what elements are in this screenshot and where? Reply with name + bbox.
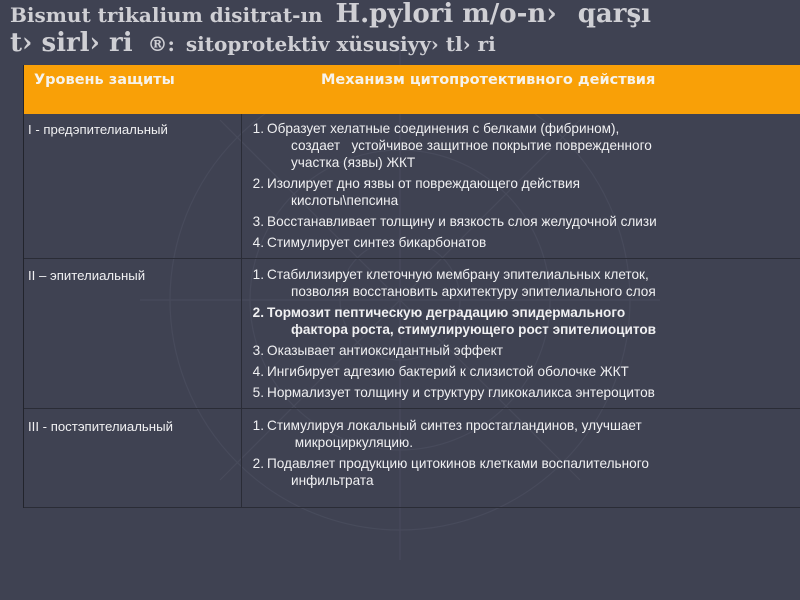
mechanism-list-item (245, 455, 800, 489)
table-body (24, 114, 800, 508)
item-text-line: участка (язвы) ЖКТ (291, 155, 416, 170)
item-text-line: создает устойчивое защитное покрытие поврежденного (291, 138, 652, 153)
mechanism-list-item (245, 304, 800, 338)
item-text-line: фактора роста, стимулирующего рост эпителиоцитов (291, 322, 657, 337)
item-text (267, 417, 800, 451)
title-text-part: Bismut trikalium disitrat-ın (10, 3, 323, 27)
title-line-2 (10, 29, 800, 58)
item-number: 3. (252, 214, 264, 229)
item-text-line: позволяя восстановить архитектуру эпителиального слоя (291, 284, 656, 299)
protection-level-cell: I - предэпителиальный (28, 122, 168, 137)
title-text-part: H.pylori m/o-n› (335, 0, 557, 29)
item-text-line: Восстанавливает толщину и вязкость слоя желудочной слизи (267, 214, 657, 229)
mechanism-cell (241, 409, 800, 507)
item-text (267, 384, 800, 401)
header-protection-level: Уровень защиты (34, 72, 175, 88)
item-text-line: инфильтрата (291, 473, 374, 488)
mechanism-list-item (245, 363, 800, 380)
mechanism-cell (241, 259, 800, 408)
mechanism-list-item (245, 175, 800, 209)
item-number: 1. (252, 121, 264, 136)
item-text (267, 304, 800, 338)
item-text (267, 342, 800, 359)
item-text-line: Оказывает антиоксидантный эффект (267, 343, 503, 358)
title-text-part: t› sirl› ri (10, 28, 133, 59)
mechanism-list-item (245, 213, 800, 230)
item-number: 1. (252, 418, 264, 433)
item-text-line: Стабилизирует клеточную мембрану эпителиальных клеток, (267, 267, 649, 282)
title-line-1 (10, 0, 800, 29)
item-text (267, 213, 800, 230)
mechanism-list-item (245, 342, 800, 359)
protection-level-cell: II – эпителиальный (28, 268, 146, 283)
mechanism-table (23, 65, 800, 508)
title-text-part: qarşı (577, 0, 651, 29)
item-text-line: Подавляет продукцию цитокинов клетками воспалительного (267, 456, 649, 471)
table-row (24, 114, 800, 259)
item-text-line: Стимулируя локальный синтез простагландинов, улучшает (267, 418, 642, 433)
item-text (267, 234, 800, 251)
mechanism-cell (241, 114, 800, 258)
item-number: 3. (252, 343, 264, 358)
item-number: 1. (252, 267, 264, 282)
item-text-line: Нормализует толщину и структуру гликокаликса энтероцитов (267, 385, 655, 400)
item-text-line: кислоты\пепсина (291, 193, 399, 208)
item-text-line: Стимулирует синтез бикарбонатов (267, 235, 487, 250)
mechanism-list-item (245, 120, 800, 171)
table-row (24, 259, 800, 409)
slide-title (10, 0, 800, 58)
item-text (267, 455, 800, 489)
protection-level-cell: III - постэпителиальный (28, 419, 173, 434)
item-text (267, 120, 800, 171)
item-text-line: Изолирует дно язвы от повреждающего действия (267, 176, 580, 191)
item-number: 4. (252, 364, 264, 379)
item-number: 5. (252, 385, 264, 400)
mechanism-list-item (245, 234, 800, 251)
item-text-line: микроциркуляцию. (291, 435, 413, 450)
item-text-line: Тормозит пептическую деградацию эпидермального (267, 305, 626, 320)
item-number: 2. (252, 176, 264, 191)
table-header-row (24, 65, 800, 114)
item-number: 2. (252, 305, 264, 320)
item-text (267, 175, 800, 209)
item-text-line: Ингибирует адгезию бактерий к слизистой оболочке ЖКТ (267, 364, 629, 379)
mechanism-list-item (245, 417, 800, 451)
item-text-line: Образует хелатные соединения с белками (фибрином), (267, 121, 620, 136)
title-text-part: sitoprotektiv xüsusiyy› tl› ri (185, 32, 496, 57)
title-text-part: ®: (147, 32, 175, 57)
item-text (267, 266, 800, 300)
item-text (267, 363, 800, 380)
table-row (24, 409, 800, 508)
mechanism-list-item (245, 384, 800, 401)
item-number: 4. (252, 235, 264, 250)
mechanism-list-item (245, 266, 800, 300)
header-mechanism: Механизм цитопротективного действия (321, 72, 656, 88)
item-number: 2. (252, 456, 264, 471)
